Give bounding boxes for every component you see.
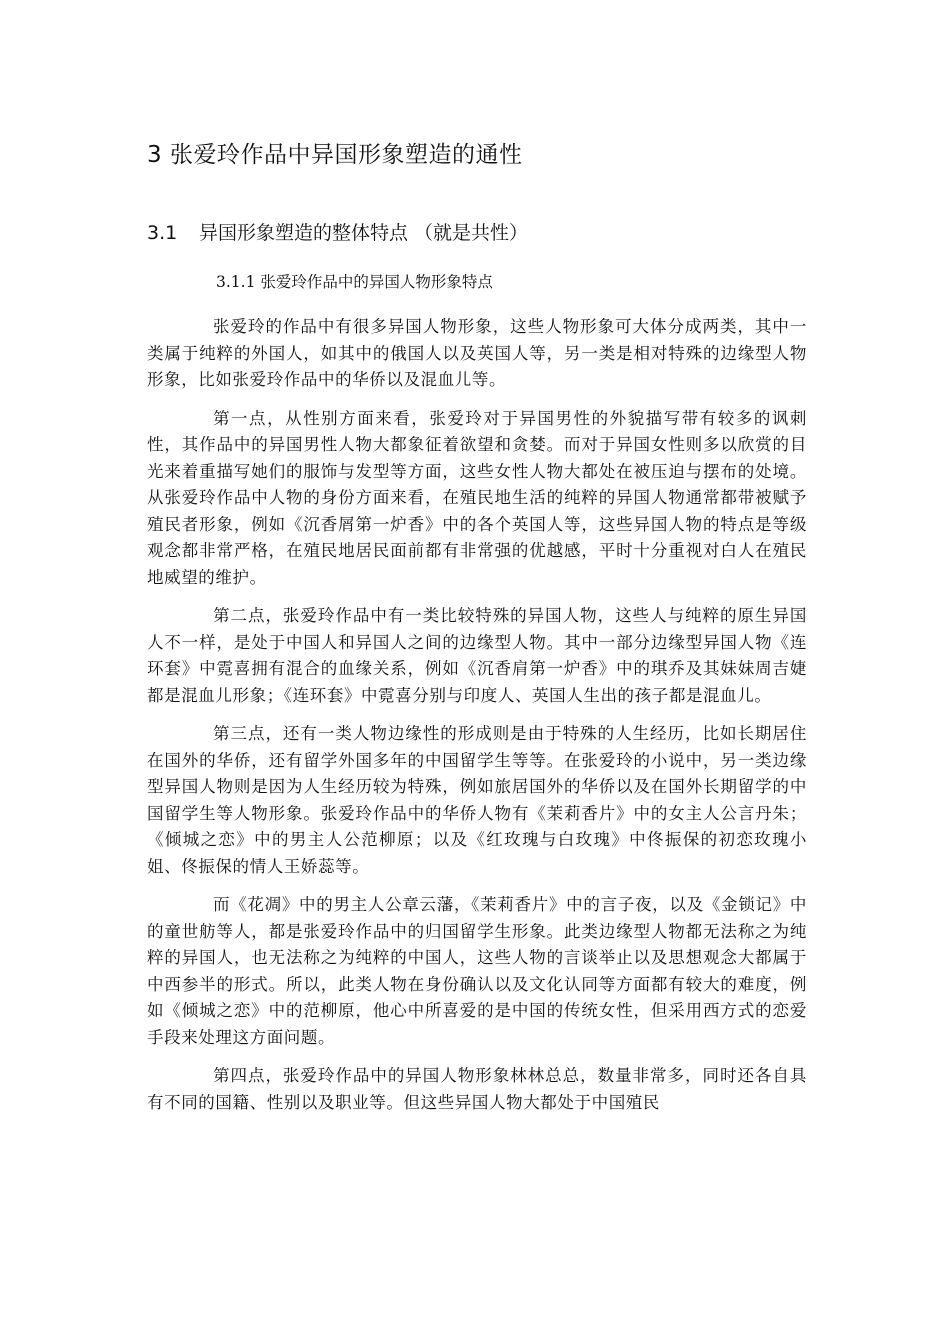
section-heading	[147, 218, 528, 245]
paragraph-1: 张爱玲的作品中有很多异国人物形象，这些人物形象可大体分成两类，其中一类属于纯粹的外国人，如其中的俄国人以及英国人等，另一类是相对特殊的边缘型人物形象，比如张爱玲作品中的华侨以及混血儿等。	[147, 317, 807, 389]
section-number: 3.1	[147, 222, 178, 244]
chapter-title: 3 张爱玲作品中异国形象塑造的通性	[147, 142, 523, 168]
paragraph-5: 而《花凋》中的男主人公章云藩，《茉莉香片》中的言子夜，以及《金锁记》中的童世舫等人，都是张爱玲作品中的归国留学生形象。此类边缘型人物都无法称之为纯粹的异国人，也无法称之为纯粹的中国人，这些人物的言谈举止以及思想观念大都属于中西参半的形式。所以，此类人物在身份确认以及文化认同等方面都有较大的难度，例如《倾城之恋》中的范柳原，他心中所喜爱的是中国的传统女性，但采用西方式的恋爱手段来处理这方面问题。	[147, 895, 807, 1047]
paragraph-6: 第四点，张爱玲作品中的异国人物形象林林总总，数量非常多，同时还各自具有不同的国籍、性别以及职业等。但这些异国人物大都处于中国殖民	[147, 1066, 807, 1112]
section-title: 异国形象塑造的整体特点 （就是共性）	[199, 222, 529, 244]
subsection-title: 3.1.1 张爱玲作品中的异国人物形象特点	[216, 273, 493, 291]
paragraph-4: 第三点，还有一类人物边缘性的形成则是由于特殊的人生经历，比如长期居住在国外的华侨，还有留学外国多年的中国留学生等等。在张爱玲的小说中，另一类边缘型异国人物则是因为人生经历较为特殊，例如旅居国外的华侨以及在国外长期留学的中国留学生等人物形象。张爱玲作品中的华侨人物有《茉莉香片》中的女主人公言丹朱；《倾城之恋》中的男主人公范柳原；以及《红玫瑰与白玫瑰》中佟振保的初恋玫瑰小姐、佟振保的情人王娇蕊等。	[147, 724, 807, 876]
paragraph-3: 第二点，张爱玲作品中有一类比较特殊的异国人物，这些人与纯粹的原生异国人不一样，是处于中国人和异国人之间的边缘型人物。其中一部分边缘型异国人物《连环套》中霓喜拥有混合的血缘关系，例如《沉香肩第一炉香》中的琪乔及其妹妹周吉婕都是混血儿形象；《连环套》中霓喜分别与印度人、英国人生出的孩子都是混血儿。	[147, 606, 807, 705]
body-text	[147, 314, 807, 1128]
paragraph-2: 第一点，从性别方面来看，张爱玲对于异国男性的外貌描写带有较多的讽刺性，其作品中的异国男性人物大都象征着欲望和贪婪。而对于异国女性则多以欣赏的目光来着重描写她们的服饰与发型等方面，这些女性人物大都处在被压迫与摆布的处境。从张爱玲作品中人物的身份方面来看，在殖民地生活的纯粹的异国人物通常都带被赋予殖民者形象，例如《沉香屑第一炉香》中的各个英国人等，这些异国人物的特点是等级观念都非常严格，在殖民地居民面前都有非常强的优越感，平时十分重视对白人在殖民地威望的维护。	[147, 408, 807, 587]
